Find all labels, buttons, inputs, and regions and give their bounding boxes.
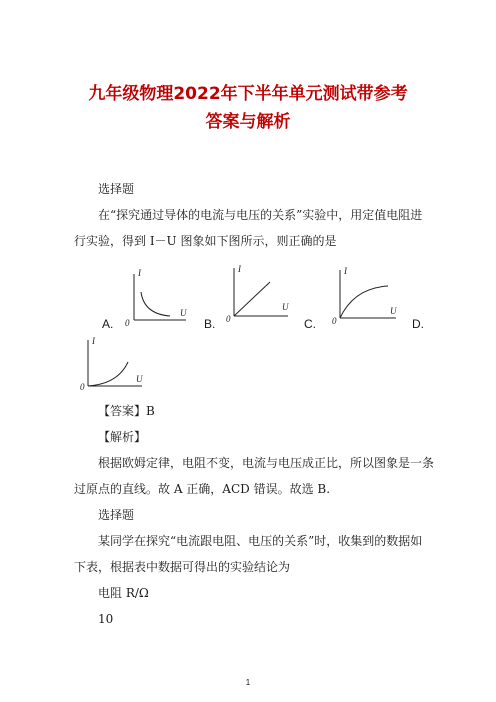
- q1-stem-line2: 行实验，得到 I－U 图象如下图所示，则正确的是: [74, 234, 337, 248]
- q1-answer: 【答案】B: [98, 404, 155, 418]
- axis-y-label: I: [238, 264, 241, 274]
- graph-d: [78, 334, 148, 392]
- axis-x-label: U: [136, 374, 143, 384]
- graph-c: [330, 262, 400, 324]
- axis-x-label: U: [282, 302, 289, 312]
- axis-x-label: U: [390, 306, 397, 316]
- q1-analysis-line2: 过原点的直线。故 A 正确，ACD 错误。故选 B.: [74, 482, 331, 496]
- axis-y-label: I: [92, 336, 95, 346]
- origin-label: 0: [332, 316, 337, 326]
- q2-type: 选择题: [98, 508, 135, 522]
- option-d-label: D.: [412, 317, 424, 331]
- option-c-label: C.: [304, 317, 316, 331]
- curve: [234, 282, 270, 316]
- graph-b: [224, 260, 294, 322]
- axis-x-label: U: [180, 308, 187, 318]
- origin-label: 0: [226, 314, 231, 324]
- curve: [88, 362, 128, 386]
- q2-table-value: 10: [98, 612, 114, 626]
- q1-analysis-heading: 【解析】: [98, 430, 147, 444]
- document-title-line1: 九年级物理2022年下半年单元测试带参考: [88, 84, 408, 104]
- q1-analysis-line1: 根据欧姆定律，电阻不变，电流与电压成正比，所以图象是一条: [98, 456, 435, 470]
- document-title-line2: 答案与解析: [205, 112, 291, 132]
- q2-stem-line2: 下表，根据表中数据可得出的实验结论为: [74, 560, 291, 574]
- origin-label: 0: [125, 318, 130, 328]
- axis-y-label: I: [344, 266, 347, 276]
- curve: [340, 286, 388, 318]
- graph-a: [122, 264, 192, 326]
- q1-type: 选择题: [98, 182, 135, 196]
- curve: [141, 292, 170, 316]
- axis-y-label: I: [138, 268, 141, 278]
- q2-stem-line1: 某同学在探究“电流跟电阻、电压的关系”时，收集到的数据如: [98, 534, 423, 548]
- option-b-label: B.: [204, 317, 216, 331]
- option-a-label: A.: [102, 317, 114, 331]
- q1-stem-line1: 在“探究通过导体的电流与电压的关系”实验中，用定值电阻进: [98, 208, 423, 222]
- origin-label: 0: [80, 382, 85, 392]
- page-number: 1: [245, 678, 251, 687]
- q2-table-header: 电阻 R/Ω: [98, 586, 149, 600]
